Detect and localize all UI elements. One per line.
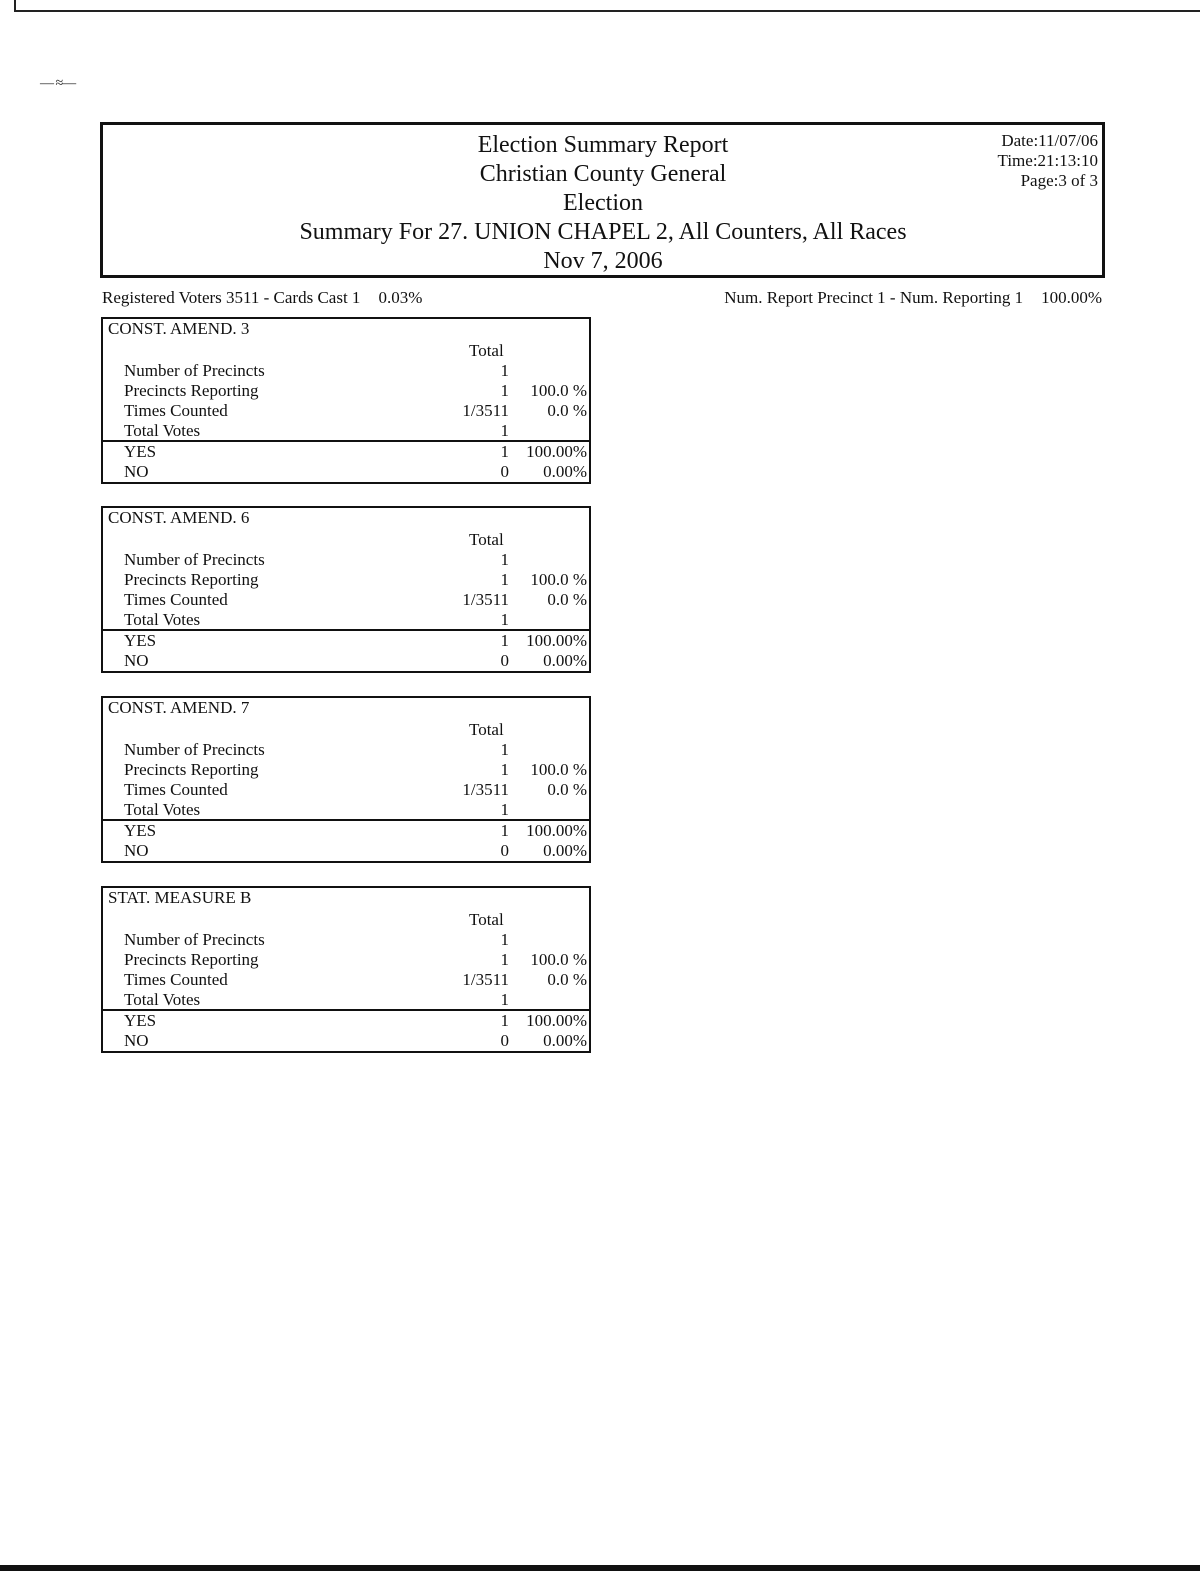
choice-pct: 0.00%	[543, 1031, 587, 1050]
stat-value: 1	[500, 361, 509, 380]
stat-value: 1	[500, 990, 509, 1009]
stat-label: Precincts Reporting	[124, 950, 259, 969]
stat-row	[103, 590, 589, 610]
stat-label: Number of Precincts	[124, 930, 265, 949]
report-county: Christian County General	[479, 161, 727, 187]
choice-votes: 1	[500, 631, 509, 650]
race-title: CONST. AMEND. 3	[108, 319, 250, 338]
column-header-total: Total	[469, 910, 504, 929]
scan-border-bottom	[0, 1565, 1200, 1571]
stat-label: Number of Precincts	[124, 550, 265, 569]
stat-pct: 0.0 %	[547, 970, 587, 989]
choice-label: YES	[124, 631, 157, 650]
choice-row	[103, 631, 589, 651]
stat-label: Precincts Reporting	[124, 570, 259, 589]
choice-row	[103, 1031, 589, 1051]
choice-pct: 100.00%	[526, 631, 587, 650]
stat-pct: 0.0 %	[547, 590, 587, 609]
stat-value: 1	[500, 800, 509, 819]
choice-row	[103, 442, 589, 462]
stat-row	[103, 950, 589, 970]
race-title: CONST. AMEND. 6	[108, 508, 250, 527]
report-time: Time:21:13:10	[997, 151, 1098, 170]
report-meta	[998, 131, 1098, 191]
stat-row	[103, 381, 589, 401]
stat-label: Times Counted	[124, 590, 228, 609]
stat-pct: 0.0 %	[547, 401, 587, 420]
stat-row	[103, 421, 589, 441]
stat-label: Total Votes	[124, 990, 201, 1009]
stat-label: Number of Precincts	[124, 740, 265, 759]
stat-label: Total Votes	[124, 610, 201, 629]
registered-voters-text: Registered Voters 3511 - Cards Cast 1	[102, 288, 361, 307]
choice-votes: 1	[500, 442, 509, 461]
stat-label: Total Votes	[124, 800, 201, 819]
race-box	[101, 317, 591, 484]
report-date: Date:11/07/06	[1001, 131, 1098, 150]
choice-pct: 100.00%	[526, 442, 587, 461]
column-header-total: Total	[469, 530, 504, 549]
stat-pct: 100.0 %	[530, 570, 587, 589]
stat-value: 1/3511	[462, 970, 509, 989]
stat-value: 1	[500, 740, 509, 759]
stat-pct: 100.0 %	[530, 760, 587, 779]
stat-value: 1	[500, 381, 509, 400]
stat-label: Times Counted	[124, 780, 228, 799]
choice-label: YES	[124, 1011, 157, 1030]
report-title: Election Summary Report	[477, 132, 729, 158]
stat-row	[103, 760, 589, 780]
choice-label: NO	[124, 841, 149, 860]
stat-label: Times Counted	[124, 970, 228, 989]
stat-value: 1/3511	[462, 401, 509, 420]
stat-row	[103, 610, 589, 630]
choice-votes: 0	[500, 1031, 509, 1050]
choice-label: YES	[124, 821, 157, 840]
stat-row	[103, 361, 589, 381]
choice-pct: 100.00%	[526, 821, 587, 840]
stat-value: 1	[500, 421, 509, 440]
stat-pct: 100.0 %	[530, 381, 587, 400]
stat-row	[103, 930, 589, 950]
report-title-block	[103, 131, 1103, 276]
stat-value: 1	[500, 610, 509, 629]
stat-label: Precincts Reporting	[124, 381, 259, 400]
column-header-total: Total	[469, 720, 504, 739]
race-title: CONST. AMEND. 7	[108, 698, 250, 717]
race-box	[101, 886, 591, 1053]
precinct-reporting-pct: 100.00%	[1041, 288, 1102, 307]
stat-row	[103, 740, 589, 760]
stat-row	[103, 780, 589, 800]
choice-label: NO	[124, 651, 149, 670]
choice-votes: 1	[500, 821, 509, 840]
choice-label: NO	[124, 1031, 149, 1050]
stat-row	[103, 970, 589, 990]
choice-pct: 0.00%	[543, 841, 587, 860]
stat-value: 1	[500, 550, 509, 569]
stat-label: Precincts Reporting	[124, 760, 259, 779]
choice-votes: 0	[500, 651, 509, 670]
choice-pct: 0.00%	[543, 651, 587, 670]
race-box	[101, 506, 591, 673]
choice-row	[103, 462, 589, 482]
stat-value: 1	[500, 760, 509, 779]
race-title: STAT. MEASURE B	[108, 888, 252, 907]
choice-label: YES	[124, 442, 157, 461]
stat-row	[103, 550, 589, 570]
report-precinct-summary: Summary For 27. UNION CHAPEL 2, All Counters, All Races	[299, 219, 907, 245]
choice-row	[103, 1011, 589, 1031]
stat-value: 1/3511	[462, 590, 509, 609]
choice-pct: 0.00%	[543, 462, 587, 481]
scan-border-top	[14, 0, 1200, 12]
choice-votes: 0	[500, 462, 509, 481]
stat-row	[103, 990, 589, 1010]
stat-label: Times Counted	[124, 401, 228, 420]
cards-cast-pct: 0.03%	[378, 288, 423, 307]
choice-votes: 0	[500, 841, 509, 860]
choice-label: NO	[124, 462, 149, 481]
stat-value: 1	[500, 930, 509, 949]
choice-pct: 100.00%	[526, 1011, 587, 1030]
choice-row	[103, 651, 589, 671]
precinct-reporting-text: Num. Report Precinct 1 - Num. Reporting 1	[724, 288, 1024, 307]
report-election: Election	[563, 190, 643, 216]
registered-voters-summary	[102, 288, 422, 308]
stat-value: 1/3511	[462, 780, 509, 799]
race-box	[101, 696, 591, 863]
stat-value: 1	[500, 950, 509, 969]
precinct-reporting-summary	[724, 288, 1102, 308]
stat-row	[103, 800, 589, 820]
choice-row	[103, 841, 589, 861]
stat-pct: 0.0 %	[547, 780, 587, 799]
stat-pct: 100.0 %	[530, 950, 587, 969]
stat-label: Number of Precincts	[124, 361, 265, 380]
stat-value: 1	[500, 570, 509, 589]
stat-row	[103, 570, 589, 590]
choice-votes: 1	[500, 1011, 509, 1030]
report-header	[100, 122, 1105, 278]
scan-smudge-mark: — ≈—	[40, 76, 76, 91]
column-header-total: Total	[469, 341, 504, 360]
stat-row	[103, 401, 589, 421]
report-election-date: Nov 7, 2006	[543, 248, 663, 274]
choice-row	[103, 821, 589, 841]
stat-label: Total Votes	[124, 421, 201, 440]
report-page: Page:3 of 3	[1020, 171, 1098, 190]
